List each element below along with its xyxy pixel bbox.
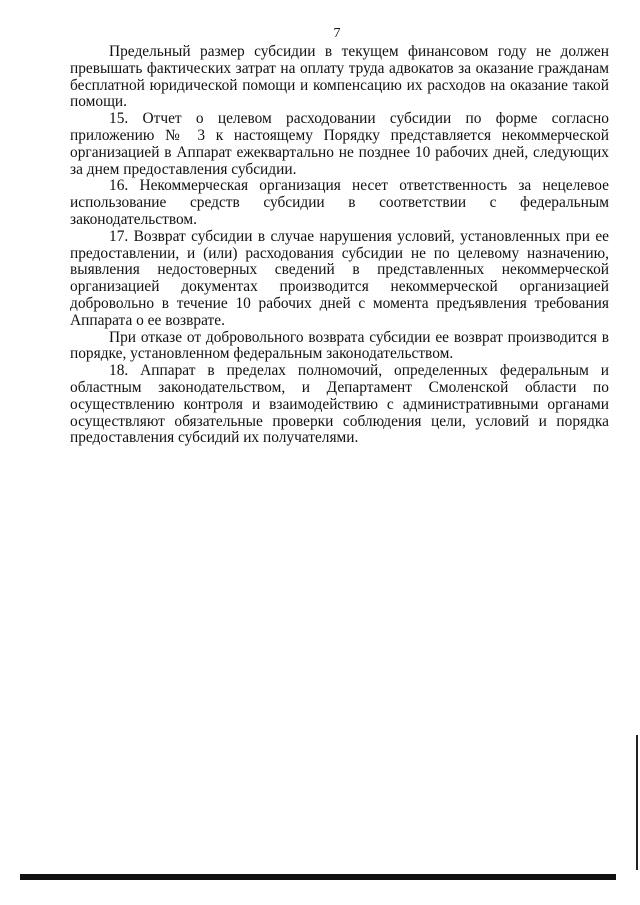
scan-edge-bottom [20, 874, 616, 880]
paragraph-refusal-refund: При отказе от добровольного возврата субсидии ее возврат производится в порядке, установленном федеральным законодательством. [70, 328, 609, 363]
paragraph-subsidy-limit: Предельный размер субсидии в текущем финансовом году не должен превышать фактических затрат на оплату труда адвокатов за оказание гражданам бесплатной юридической помощи и компенсацию их расходов на оказание такой помощи. [70, 43, 609, 111]
document-body [70, 44, 609, 447]
paragraph-15-report: 15. Отчет о целевом расходовании субсидии по форме согласно приложению № 3 к настоящему Порядку представляется некоммерческой организацией в Аппарат ежеквартально не позднее 10 рабочих дней, следующих за днем предоставления субсидии. [70, 110, 609, 178]
paragraph-18-inspections: 18. Аппарат в пределах полномочий, определенных федеральным и областным законодательством, и Департамент Смоленской области по осуществлению контроля и взаимодействию с административными органами осуществляют обязательные проверки соблюдения цели, условий и порядка предоставления субсидий их получателями. [70, 362, 609, 447]
page-number: 7 [333, 26, 341, 41]
paragraph-16-responsibility: 16. Некоммерческая организация несет ответственность за нецелевое использование средств субсидии в соответствии с федеральным законодательством. [70, 177, 609, 228]
paragraph-17-refund: 17. Возврат субсидии в случае нарушения условий, установленных при ее предоставлении, и (или) расходования субсидии не по целевому назначению, выявления недостоверных сведений в представленных некоммерческой организацией документах производится некоммерческой организацией добровольно в течение 10 рабочих дней с момента предъявления требования Аппарата о ее возврате. [70, 227, 609, 329]
scan-edge-right [636, 735, 638, 870]
